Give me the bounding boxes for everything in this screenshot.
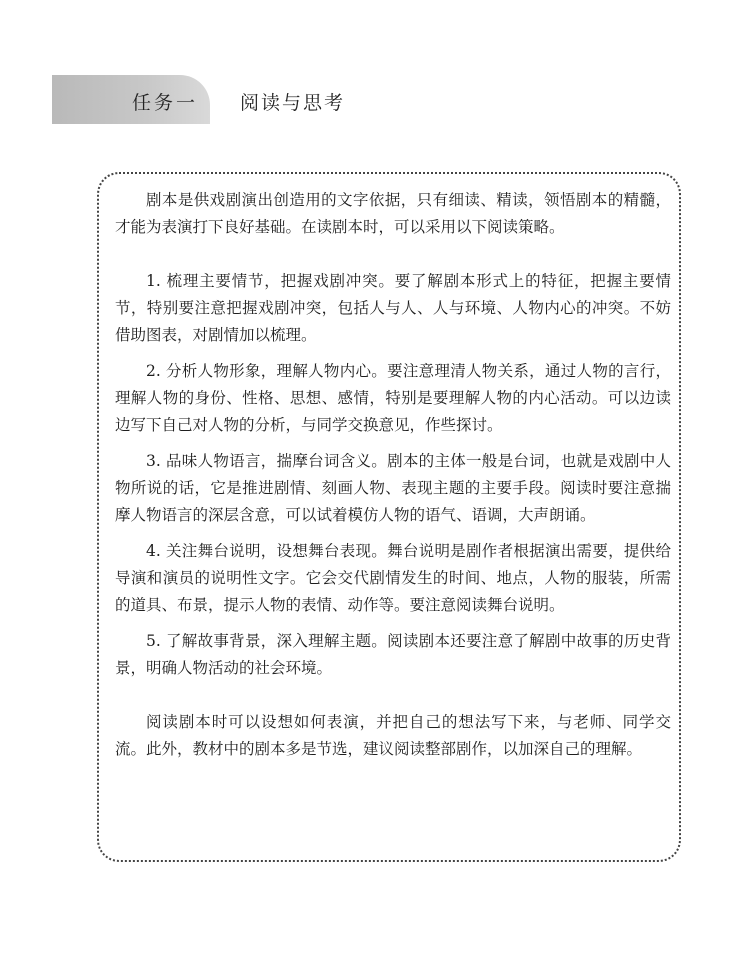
strategy-item-2: 2. 分析人物形象，理解人物内心。要注意理清人物关系，通过人物的言行，理解人物的身份、性格、思想、感情，特别是要理解人物的内心活动。可以边读边写下自己对人物的分析，与同学交换意见，作些探讨。 [115, 362, 671, 434]
strategy-item-4: 4. 关注舞台说明，设想舞台表现。舞台说明是剧作者根据演出需要，提供给导演和演员的说明性文字。它会交代剧情发生的时间、地点，人物的服装，所需的道具、布景，提示人物的表情、动作等。要注意阅读舞台说明。 [115, 542, 671, 614]
task-title: 阅读与思考 [240, 92, 346, 114]
closing-paragraph: 阅读剧本时可以设想如何表演，并把自己的想法写下来，与老师、同学交流。此外，教材中的剧本多是节选，建议阅读整部剧作，以加深自己的理解。 [115, 713, 671, 758]
strategy-item-3: 3. 品味人物语言，揣摩台词含义。剧本的主体一般是台词，也就是戏剧中人物所说的话，它是推进剧情、刻画人物、表现主题的主要手段。阅读时要注意揣摩人物语言的深层含意，可以试着模仿人物的语气、语调，大声朗诵。 [115, 452, 671, 524]
task-label: 任务一 [132, 92, 199, 114]
intro-paragraph: 剧本是供戏剧演出创造用的文字依据，只有细读、精读，领悟剧本的精髓，才能为表演打下良好基础。在读剧本时，可以采用以下阅读策略。 [115, 191, 671, 236]
strategy-item-1: 1. 梳理主要情节，把握戏剧冲突。要了解剧本形式上的特征，把握主要情节，特别要注意把握戏剧冲突，包括人与人、人与环境、人物内心的冲突。不妨借助图表，对剧情加以梳理。 [115, 272, 671, 344]
content-body [115, 187, 671, 763]
strategy-item-5: 5. 了解故事背景，深入理解主题。阅读剧本还要注意了解剧中故事的历史背景，明确人物活动的社会环境。 [115, 632, 671, 677]
